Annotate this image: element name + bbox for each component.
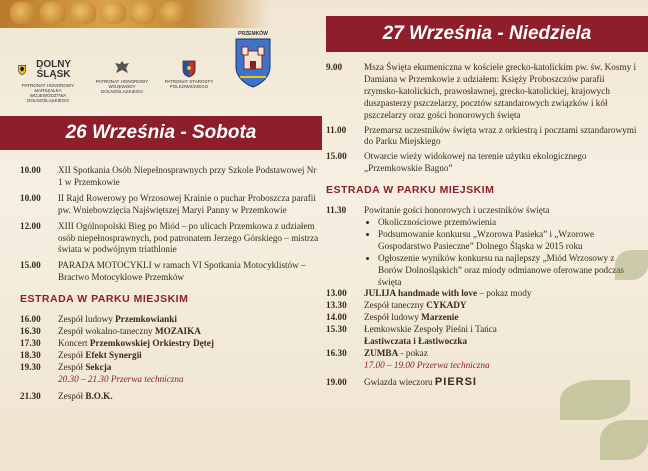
- event-time: 12.00: [20, 220, 41, 231]
- act-name: JULIJA handmade with love: [364, 288, 478, 299]
- event-time: 17.30: [20, 337, 41, 348]
- bullet-item: • Podsumowanie konkursu „Wzorowa Pasieka” i „Wzorowe Gospodarstwo Pasieczne” Dolnego Śląska w 2015 roku: [378, 229, 638, 253]
- schedule-row: [20, 165, 320, 189]
- starosta-caption: PATRONAT STAROSTY POLKOWICKIEGO: [164, 79, 214, 89]
- dolny-slask-caption: PATRONAT HONOROWY MARSZAŁKA WOJEWÓDZTWA DOLNOŚLĄSKIEGO: [21, 83, 75, 103]
- act-name: Efekt Synergii: [85, 349, 142, 360]
- technical-break: 20.30 – 21.30 Przerwa techniczna: [58, 373, 184, 384]
- honeycomb-cell: [130, 2, 156, 24]
- schedule-row: [20, 193, 320, 217]
- event-description: Powitanie gości honorowych i uczestników święta: [364, 205, 550, 216]
- eagle-shield-icon: [18, 62, 26, 78]
- event-time: 16.00: [20, 314, 41, 325]
- przemkow-coat-of-arms-icon: [234, 37, 272, 89]
- event-description: Msza Święta ekumeniczna w kościele grecko-katolickim pw. św. Kosmy i Damiana w Przemkowie z udziałem: Księży Proboszczów parafii rzymsko-katolickich, prawosławnej, grecko-katolickiej, krajowych duszpasterzy pszczelarzy, pocztów sztandarowych związków i kół pszczelarzy oraz gości honorowych święta: [364, 62, 637, 120]
- act-name: Sekcja: [85, 361, 112, 372]
- wojewoda-caption: PATRONAT HONOROWY WOJEWODY DOLNOŚLĄSKIEGO: [95, 79, 149, 94]
- patron-logos: [18, 32, 288, 102]
- bullet-item: • Okolicznościowe przemówienia: [378, 217, 638, 229]
- event-time: 13.30: [326, 300, 347, 311]
- act-prefix: Zespół taneczny: [364, 300, 427, 311]
- event-time: 10.00: [20, 165, 41, 175]
- schedule-row: [326, 151, 638, 175]
- section-heading: ESTRADA W PARKU MIEJSKIM: [326, 184, 495, 197]
- act-suffix: – pokaz mody: [477, 288, 532, 299]
- stage-row: [326, 300, 638, 312]
- event-time: 16.30: [20, 325, 41, 336]
- schedule-row: [326, 205, 638, 217]
- schedule-row: [20, 221, 320, 257]
- starosta-logo: [164, 60, 214, 89]
- act-name: MOZAIKA: [154, 325, 201, 336]
- honeycomb-cell: [70, 2, 96, 24]
- bullet-item: • Ogłoszenie wyników konkursu na najlepszy „Miód Wrzosowy z Borów Dolnośląskich” oraz miody odmianowe oferowane podczas święta: [378, 253, 638, 289]
- polish-eagle-icon: [114, 60, 130, 78]
- act-name: Przemkowskiej Orkiestry Dętej: [89, 337, 214, 348]
- schedule-row: [326, 62, 638, 122]
- act-prefix: Gwiazda wieczoru: [364, 376, 435, 387]
- stage-row: [326, 312, 638, 324]
- honeycomb-cell: [100, 2, 126, 24]
- stage-row: [326, 288, 638, 300]
- stage-row: [326, 336, 638, 348]
- event-time: 15.00: [20, 260, 41, 271]
- stage-row: [20, 391, 320, 403]
- dolny-slask-name: DOLNY ŚLĄSK: [36, 59, 72, 80]
- leaf-decoration: [560, 380, 630, 420]
- event-description: XII Spotkania Osób Niepełnosprawnych przy Szkole Podstawowej Nr 1 w Przemkowie: [58, 165, 317, 187]
- dolny-slask-logo: [18, 60, 78, 103]
- stage-row: [20, 326, 320, 338]
- wojewoda-logo: [94, 60, 150, 94]
- act-name: Przemkowianki: [115, 314, 177, 325]
- honeycomb-cell: [40, 2, 66, 24]
- event-time: 21.30: [20, 390, 41, 401]
- act-prefix: Zespół ludowy: [58, 314, 116, 325]
- stage-row: [20, 338, 320, 350]
- act-suffix: - pokaz: [398, 347, 428, 358]
- county-shield-icon: [182, 60, 196, 78]
- event-description: Przemarsz uczestników święta wraz z orkiestrą i pocztami sztandarowymi do Parku Miejskiego: [364, 124, 637, 147]
- act-prefix: Zespół: [58, 361, 86, 372]
- act-name: ZUMBA: [364, 347, 399, 358]
- act-prefix: Zespół: [58, 349, 86, 360]
- stage-row: [20, 314, 320, 326]
- sunday-banner: 27 Września - Niedziela: [326, 16, 648, 52]
- act-prefix: Zespół ludowy: [364, 312, 422, 323]
- schedule-row: [326, 125, 638, 149]
- event-time: 10.00: [20, 192, 41, 203]
- saturday-banner: 26 Września - Sobota: [0, 116, 322, 150]
- sunday-schedule: [326, 62, 638, 389]
- stage-row: [326, 324, 638, 336]
- event-time: 9.00: [326, 62, 343, 72]
- stage-row: [20, 350, 320, 362]
- event-time: 19.30: [20, 361, 41, 372]
- event-time: 18.30: [20, 349, 41, 360]
- event-description: II Rajd Rowerowy po Wrzosowej Krainie o puchar Proboszcza parafii pw. Wniebowzięcia Najświętszej Maryi Panny w Przemkowie: [58, 192, 316, 215]
- event-time: 15.00: [326, 151, 347, 162]
- przemkow-logo: [230, 32, 276, 90]
- act-prefix: Łemkowskie Zespoły Pieśni i Tańca: [364, 324, 497, 335]
- act-name: CYKADY: [426, 300, 467, 311]
- stage-row: [20, 362, 320, 374]
- event-time: 15.30: [326, 324, 347, 335]
- ceremony-bullets: [364, 217, 638, 288]
- event-description: PARADA MOTOCYKLI w ramach VI Spotkania Motocyklistów – Bractwo Motocyklowe Przemków: [58, 260, 306, 283]
- saturday-schedule: [20, 165, 320, 402]
- act-prefix: Koncert: [58, 337, 90, 348]
- event-time: 11.30: [326, 205, 347, 216]
- honeycomb-cell: [10, 2, 36, 24]
- section-heading: ESTRADA W PARKU MIEJSKIM: [20, 293, 189, 306]
- leaf-decoration: [615, 250, 648, 280]
- event-time: 14.00: [326, 312, 347, 323]
- act-name: B.O.K.: [85, 390, 113, 401]
- lemko-groups: Łastiwczata i Łastiwoczka: [364, 336, 468, 347]
- event-description: XIII Ogólnopolski Bieg po Miód – po ulicach Przemkowa z udziałem osób niepełnosprawnych, pod patronatem Jerzego Górskiego – mistrza świata w podwójnym triathlonie: [58, 220, 319, 255]
- honeycomb-cell: [160, 2, 186, 24]
- honeycomb-decoration: [0, 0, 270, 28]
- przemkow-name: PRZEMKÓW: [238, 31, 268, 37]
- headliner-name: PIERSI: [434, 375, 477, 388]
- stage-row: [326, 348, 638, 360]
- schedule-row: [20, 260, 320, 284]
- technical-break: 17.00 – 19.00 Przerwa techniczna: [364, 359, 490, 370]
- act-prefix: Zespół: [58, 390, 86, 401]
- leaf-decoration: [600, 420, 648, 460]
- event-time: 16.30: [326, 347, 347, 358]
- event-time: 19.00: [326, 376, 347, 387]
- event-time: 13.00: [326, 288, 347, 299]
- act-prefix: Zespół wokalno-taneczny: [58, 325, 155, 336]
- event-description: Otwarcie wieży widokowej na terenie użytku ekologicznego „Przemkowskie Bagno”: [364, 151, 587, 174]
- act-name: Marzenie: [421, 312, 459, 323]
- event-time: 11.00: [326, 124, 347, 135]
